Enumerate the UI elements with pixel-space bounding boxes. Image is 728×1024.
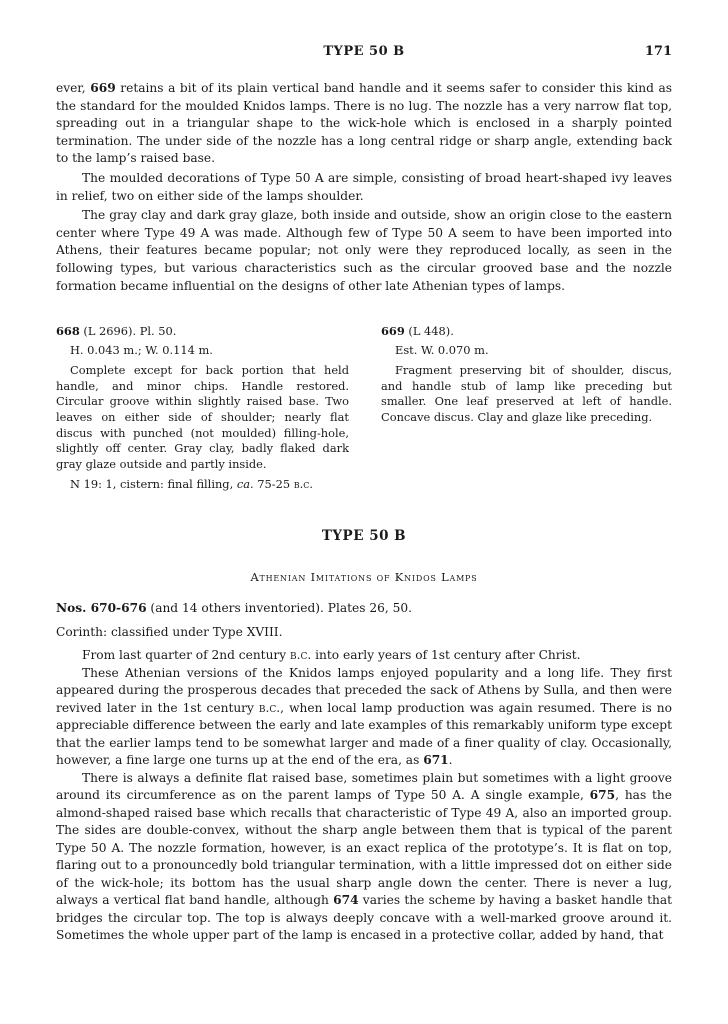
entry-dimensions: H. 0.043 m.; W. 0.114 m. [70,342,213,357]
page-number: 171 [644,44,672,59]
section-nos: Nos. 670-676 (and 14 others inventoried). Plates 26, 50. [56,601,413,615]
section-title: TYPE 50 B [321,528,407,544]
section-subtitle: Athenian Imitations of Knidos Lamps [250,570,478,584]
entry-dimensions: Est. W. 0.070 m. [395,342,489,357]
catalog-entries [56,324,672,504]
intro-paragraph-1: ever, 669 retains a bit of its plain vertical band handle and it seems safer to consider this kind as the standard for the moulded Knidos lamps. There is no lug. The nozzle has a very narrow flat top, spreading out in a triangular shape to the wick-hole which is enclosed in a sharply pointed termination. The under side of the nozzle has a long central ridge or sharp angle, extending back to the lamp’s raised base. [56,81,672,166]
entry-heading: 668 (L 2696). Pl. 50. [56,324,177,338]
entry-findspot: N 19: 1, cistern: final filling, ca. 75-25 b.c. [70,477,313,492]
catalog-ref-669: 669 [90,81,116,95]
intro-text [56,80,672,297]
running-head [0,44,728,64]
section-corinth: Corinth: classified under Type XVIII. [56,624,283,639]
catalog-entry-668 [56,324,349,493]
section-paragraph-versions: These Athenian versions of the Knidos lamps enjoyed popularity and a long life. They first appeared during the prosperous decades that preceded the sack of Athens by Sulla, and then were revived later in the 1st century b.c., when local lamp production was again resumed. There is no appreciable difference between the early and late examples of this remarkably uniform type except that the earlier lamps tend to be somewhat larger and made of a finer quality of clay. Occasionally, however, a fine large one turns up at the end of the era, as 671. [56,665,672,767]
entry-heading: 669 (L 448). [381,324,454,338]
running-title: TYPE 50 B [323,44,405,59]
intro-paragraph-3: The gray clay and dark gray glaze, both inside and outside, show an origin close to the eastern center where Type 49 A was made. Although few of Type 50 A seem to have been imported into Athens, their features became popular; not only were they reproduced locally, as seen in the following types, but various characteristics such as the circular grooved base and the nozzle formation became influential on the designs of other late Athenian types of lamps. [56,208,672,293]
intro-paragraph-2: The moulded decorations of Type 50 A are simple, consisting of broad heart-shaped ivy leaves in relief, two on either side of the lamps shoulder. [56,170,672,203]
entry-description: Fragment preserving bit of shoulder, discus, and handle stub of lamp like preceding but smaller. One leaf preserved at left of handle. Concave discus. Clay and glaze like preceding. [381,363,672,424]
section-text [56,600,672,945]
catalog-entry-669 [381,324,672,431]
section-dating: From last quarter of 2nd century b.c. into early years of 1st century after Christ. [82,648,581,662]
section-paragraph-base: There is always a definite flat raised base, sometimes plain but sometimes with a light groove around its circumference as on the parent lamps of Type 50 A. A single example, 675, has the almond-shaped raised base which recalls that characteristic of Type 49 A, also an imported group. The sides are double-convex, without the sharp angle between them that is typical of the parent Type 50 A. The nozzle formation, however, is an exact replica of the prototype’s. It is flat on top, flaring out to a pronouncedly bold triangular termination, with a little impressed dot on either side of the wick-hole; its bottom has the usual sharp angle down the center. There is never a lug, always a vertical flat band handle, although 674 varies the scheme by having a basket handle that bridges the circular top. The top is always deeply concave with a well-marked groove around it. Sometimes the whole upper part of the lamp is encased in a protective collar, added by hand, that [56,770,672,942]
entry-description: Complete except for back portion that held handle, and minor chips. Handle restored. Circular groove within slightly raised base. Two leaves on either side of shoulder; nearly flat discus with punched (not moulded) filling-hole, slightly off center. Gray clay, badly flaked dark gray glaze outside and partly inside. [56,363,349,471]
